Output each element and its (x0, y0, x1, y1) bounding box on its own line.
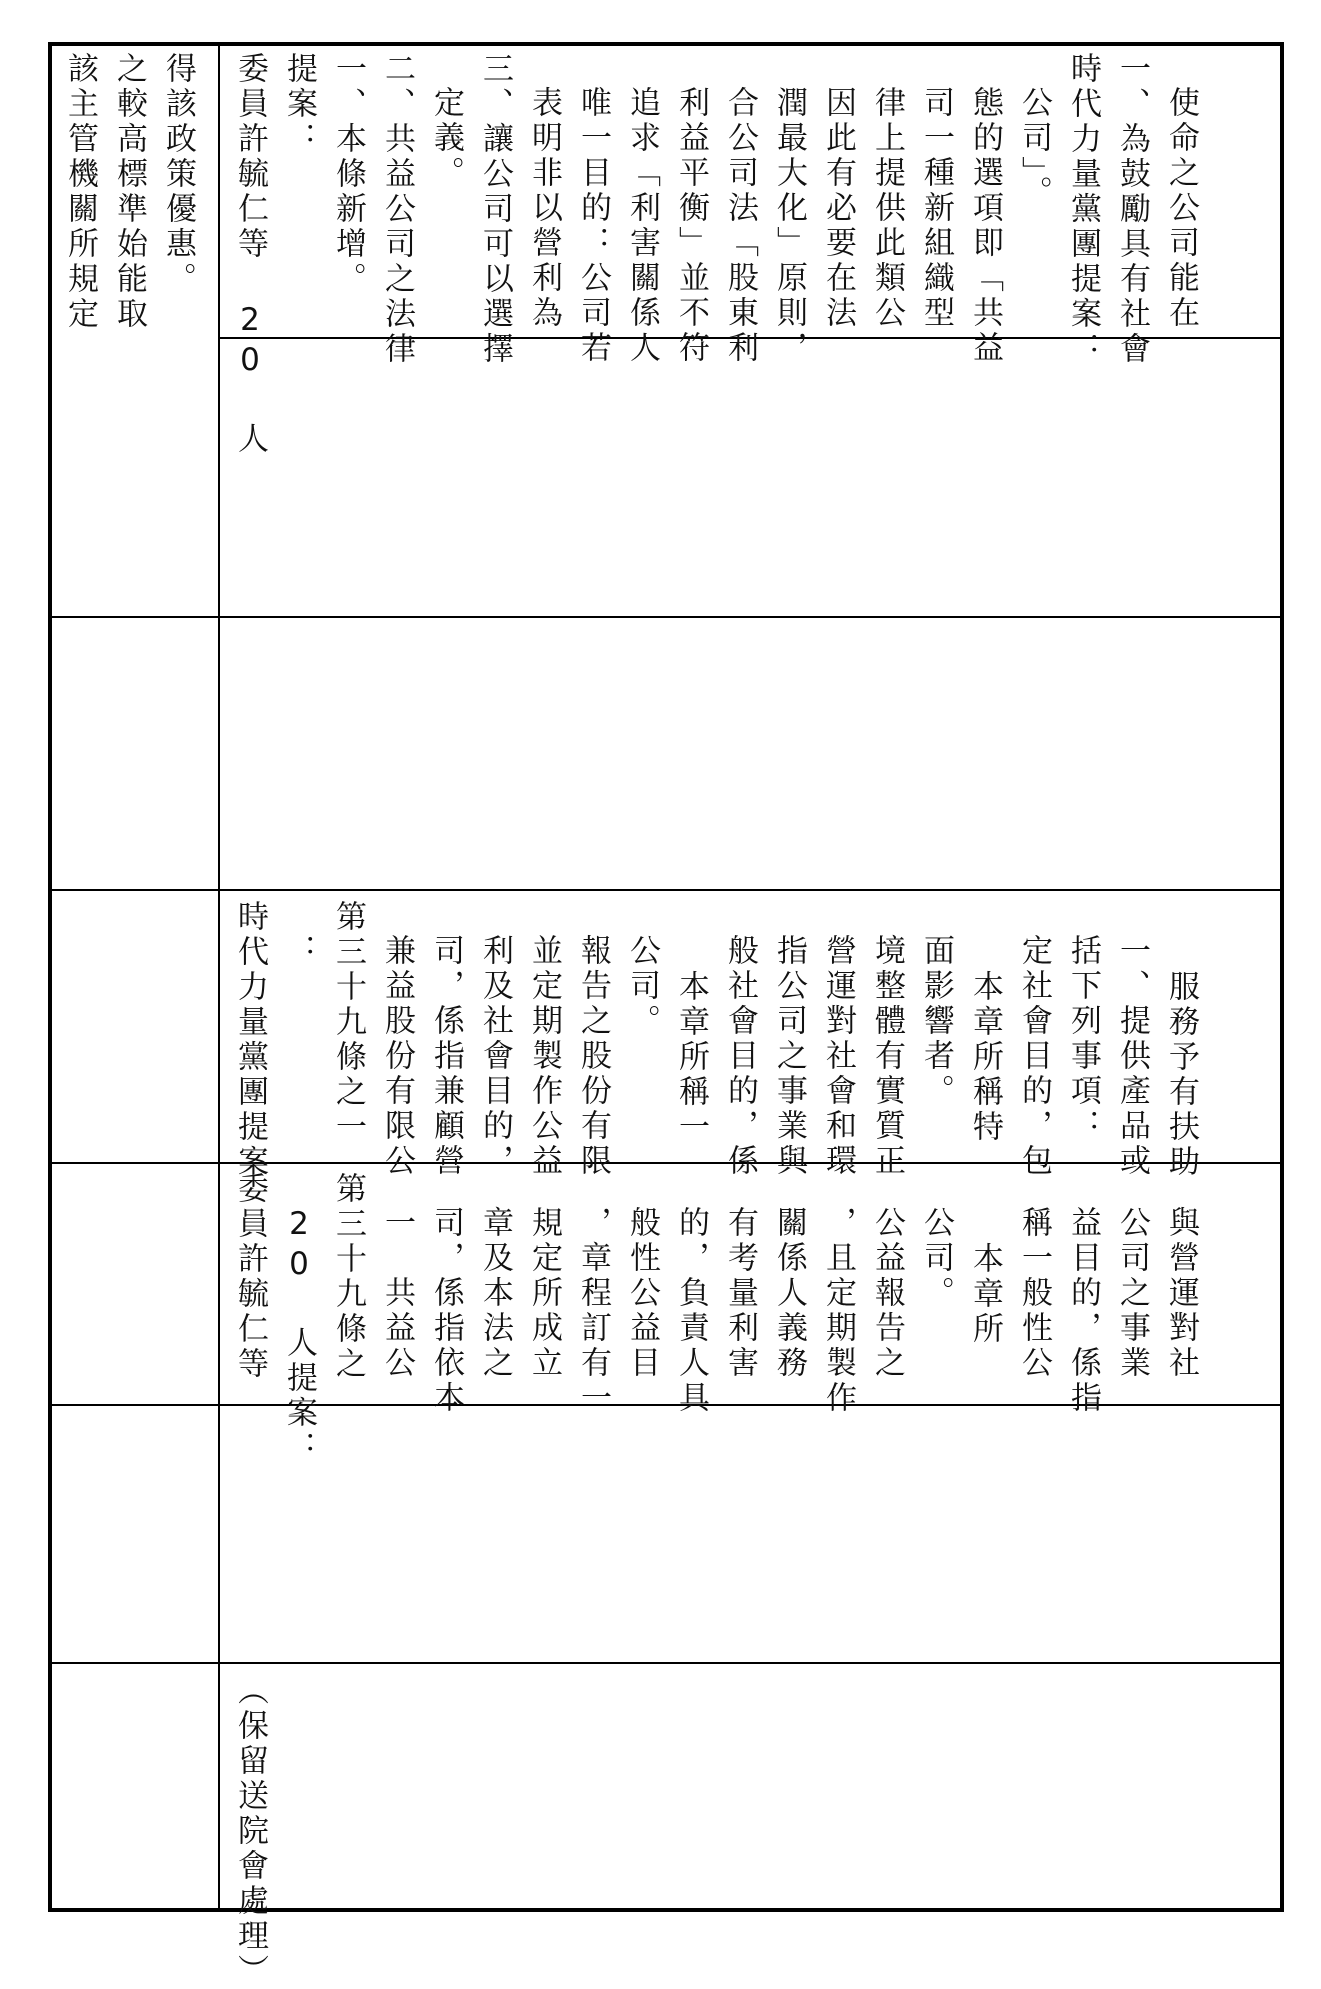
text-line: 關係人義務 (771, 1206, 807, 1381)
text-line: 公司之事業 (1114, 1206, 1150, 1381)
text-line: 般社會目的，係 (722, 934, 758, 1179)
text-line: 態的選項即「共益 (967, 86, 1003, 366)
text-line: 唯一目的：公司若 (575, 86, 611, 366)
text-line: ，章程訂有一 (575, 1206, 611, 1416)
text-line: 公司。 (624, 934, 660, 1039)
review-note-text: （保留送院會處理） (232, 1674, 268, 1989)
text-line: 稱一般性公 (1016, 1206, 1052, 1381)
header-column-divider (218, 42, 220, 1912)
text-line: 利益平衡」並不符 (673, 86, 709, 366)
text-line: 時代力量黨團提案： (1065, 52, 1101, 367)
text-line: 定義。 (428, 86, 464, 191)
text-line: 提案： (281, 52, 317, 157)
text-line: 公司。 (918, 1206, 954, 1311)
explanation-cell (232, 52, 1214, 457)
row-divider-3 (48, 889, 1282, 891)
text-line: 合公司法「股東利 (722, 86, 758, 366)
text-line: 面影響者。 (918, 934, 954, 1109)
text-line: 20 人提案： (281, 1206, 317, 1466)
text-line: 第三十九條之一 (330, 900, 366, 1145)
text-line: 一、提供產品或 (1114, 934, 1150, 1179)
text-line: 委員許毓仁等 20 人 (232, 52, 268, 457)
text-line: 並定期製作公益 (526, 934, 562, 1179)
text-line: 有考量利害 (722, 1206, 758, 1381)
text-line: 因此有必要在法 (820, 86, 856, 331)
text-line: 司，係指依本 (428, 1206, 464, 1416)
text-line: 第三十九條之 (330, 1172, 366, 1382)
text-line: 本章所 (967, 1242, 1003, 1347)
text-line: 益目的，係指 (1065, 1206, 1101, 1416)
text-line: 該主管機關所規定 (62, 52, 98, 332)
table-left-border (48, 42, 52, 1912)
text-line: 追求「利害關係人 (624, 86, 660, 366)
text-line: 時代力量黨團提案 (232, 900, 268, 1180)
text-line: 境整體有實質正 (869, 934, 905, 1179)
text-line: 公益報告之 (869, 1206, 905, 1381)
text-line: 司，係指兼顧營 (428, 934, 464, 1179)
text-line: 服務予有扶助 (1163, 970, 1199, 1180)
member-proposal-cell (232, 1172, 1214, 1466)
text-line: 公司」。 (1016, 86, 1052, 211)
text-line: 般性公益目 (624, 1206, 660, 1381)
text-line: 利及社會目的， (477, 934, 513, 1179)
text-line: 司一種新組織型 (918, 86, 954, 331)
text-line: 律上提供此類公 (869, 86, 905, 331)
text-line: 潤最大化」原則， (771, 86, 807, 366)
text-line: 與營運對社 (1163, 1206, 1199, 1381)
table-right-border (1280, 42, 1284, 1912)
review-note-cell (232, 1674, 283, 1989)
text-line: 兼益股份有限公 (379, 934, 415, 1179)
text-line: 使命之公司能在 (1163, 86, 1199, 331)
text-line: 委員許毓仁等 (232, 1172, 268, 1382)
explanation-continued-cell (62, 52, 211, 332)
text-line: 本章所稱一 (673, 970, 709, 1145)
text-line: 章及本法之 (477, 1206, 513, 1381)
text-line: 之較高標準始能取 (111, 52, 147, 332)
text-line: 表明非以營利為 (526, 86, 562, 331)
text-line: 報告之股份有限 (575, 934, 611, 1179)
row-divider-2 (48, 616, 1282, 618)
text-line: 本章所稱特 (967, 970, 1003, 1145)
text-line: 規定所成立 (526, 1206, 562, 1381)
text-line: 括下列事項： (1065, 934, 1101, 1144)
text-line: 一 共益公 (379, 1206, 415, 1381)
text-line: 一、為鼓勵具有社會 (1114, 52, 1150, 367)
party-proposal-cell (232, 900, 1214, 1180)
text-line: 指公司之事業與 (771, 934, 807, 1179)
table-top-border (48, 42, 1284, 46)
text-line: ，且定期製作 (820, 1206, 856, 1416)
text-line: 營運對社會和環 (820, 934, 856, 1179)
text-line: 二、共益公司之法律 (379, 52, 415, 367)
text-line: ： (281, 934, 317, 969)
text-line: 的，負責人具 (673, 1206, 709, 1416)
text-line: 三、讓公司可以選擇 (477, 52, 513, 367)
text-line: 定社會目的，包 (1016, 934, 1052, 1179)
text-line: 一、本條新增。 (330, 52, 366, 297)
row-divider-6 (48, 1662, 1282, 1664)
text-line: 得該政策優惠。 (160, 52, 196, 297)
